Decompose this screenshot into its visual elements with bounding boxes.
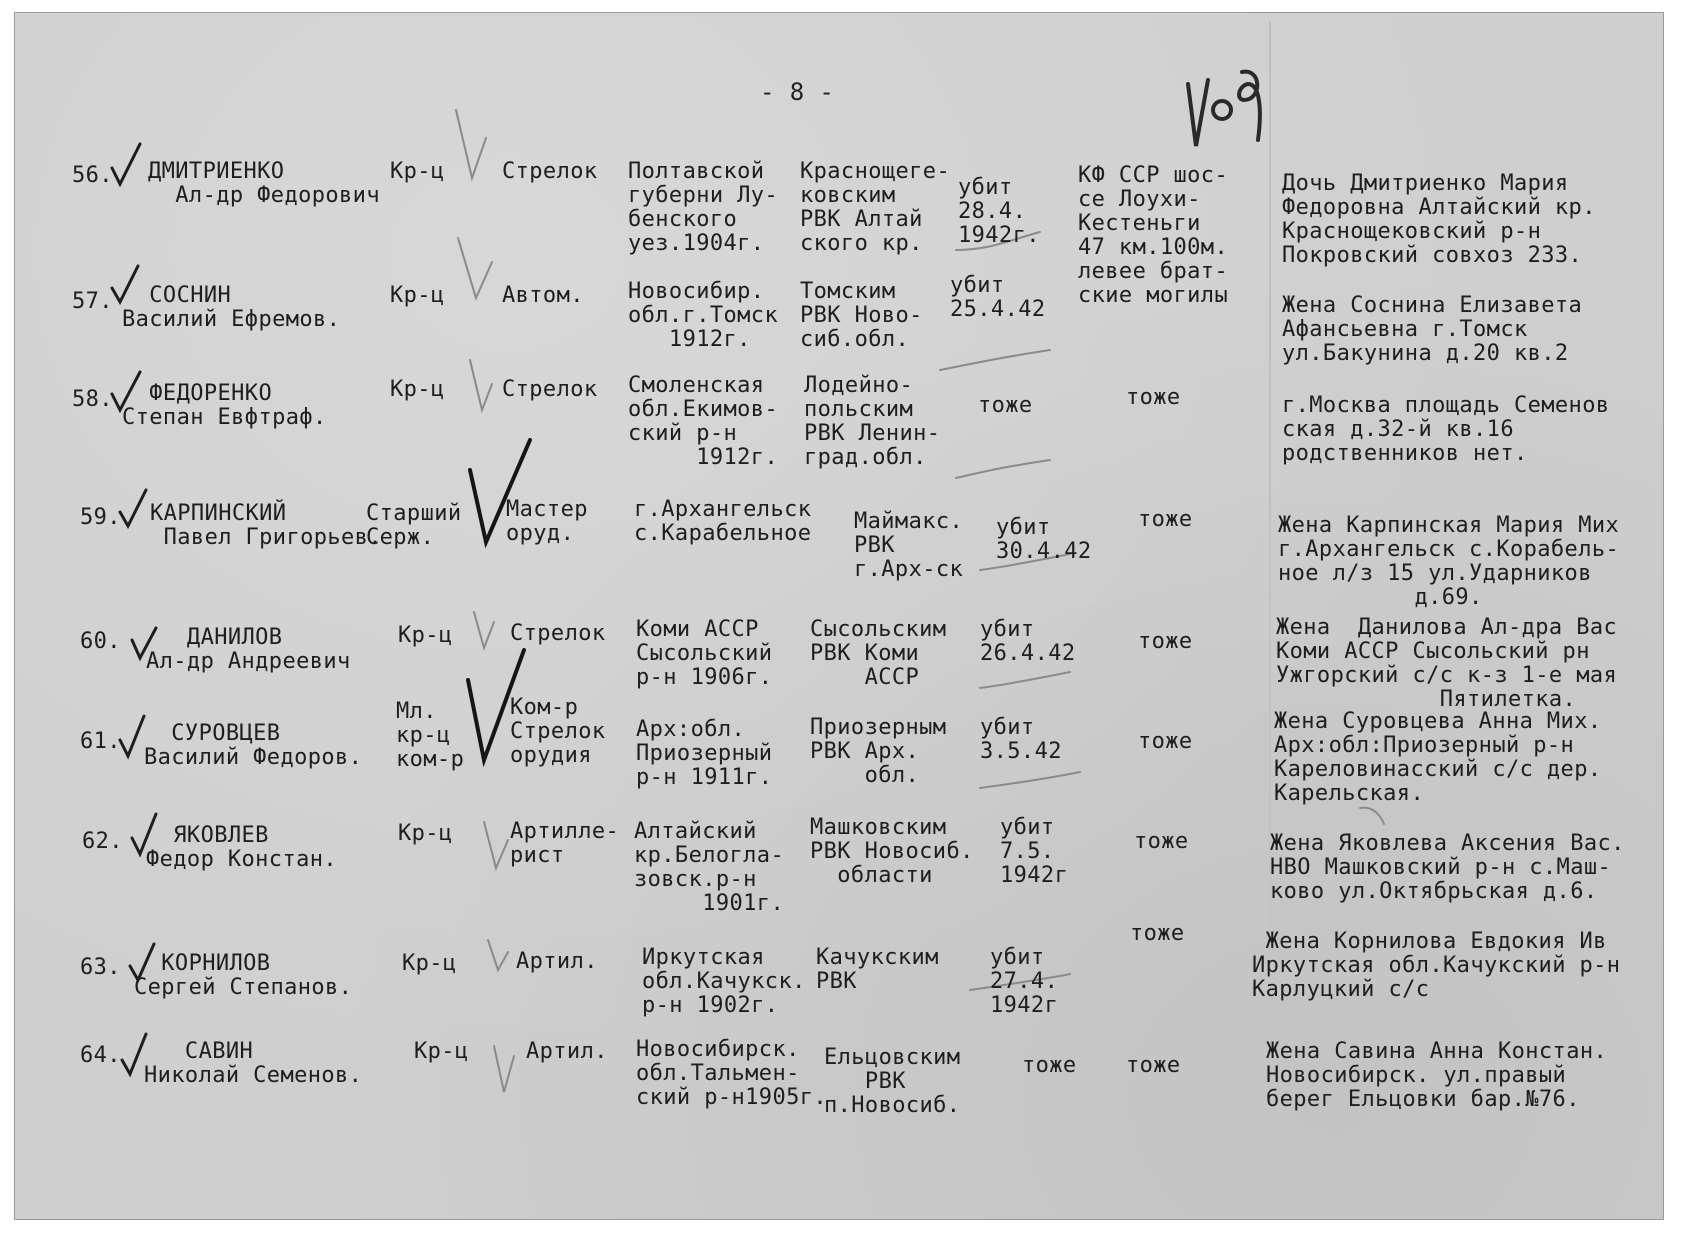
soldier-name: ФЕДОРЕНКО Степан Евфтраф. bbox=[122, 381, 327, 430]
row-number: 59. bbox=[80, 505, 121, 530]
death-info: убит 25.4.42 bbox=[950, 273, 1046, 322]
row-number: 57. bbox=[72, 289, 113, 314]
death-info: убит 26.4.42 bbox=[980, 617, 1076, 666]
burial-place: тоже bbox=[1138, 629, 1193, 654]
soldier-position: Артил. bbox=[526, 1039, 608, 1064]
soldier-rank: Кр-ц bbox=[390, 159, 445, 184]
soldier-rank: Старший Серж. bbox=[366, 501, 462, 550]
soldier-position: Стрелок bbox=[502, 377, 598, 402]
birth-place: Арх:обл. Приозерный р-н 1911г. bbox=[636, 717, 773, 790]
burial-place: тоже bbox=[1134, 829, 1189, 854]
soldier-rank: Кр-ц bbox=[398, 821, 453, 846]
death-info: тоже bbox=[1022, 1053, 1077, 1078]
soldier-rank: Кр-ц bbox=[390, 377, 445, 402]
soldier-name: САВИН Николай Семенов. bbox=[144, 1039, 363, 1088]
draft-office: Машковским РВК Новосиб. области bbox=[810, 815, 974, 888]
draft-office: Ельцовским РВК п.Новосиб. bbox=[824, 1045, 961, 1118]
draft-office: Лодейно- польским РВК Ленин- град.обл. bbox=[804, 373, 941, 470]
row-number: 58. bbox=[72, 387, 113, 412]
birth-place: г.Архангельск с.Карабельное bbox=[634, 497, 812, 546]
relatives-info: Жена Суровцева Анна Мих. Арх:обл:Приозерный р-н Кареловинасский с/с дер. Карельская. bbox=[1274, 709, 1602, 806]
birth-place: Новосибирск. обл.Тальмен- ский р-н1905г. bbox=[636, 1037, 828, 1110]
row-number: 56. bbox=[72, 163, 113, 188]
draft-office: Сысольским РВК Коми АССР bbox=[810, 617, 947, 690]
soldier-position: Артил. bbox=[516, 949, 598, 974]
burial-place: тоже bbox=[1138, 729, 1193, 754]
soldier-rank: Кр-ц bbox=[398, 623, 453, 648]
birth-place: Смоленская обл.Екимов- ский р-н 1912г. bbox=[628, 373, 779, 470]
draft-office: Качукским РВК bbox=[816, 945, 939, 994]
soldier-position: Ком-р Стрелок орудия bbox=[510, 695, 606, 768]
burial-place: тоже bbox=[1126, 385, 1181, 410]
soldier-name: ДМИТРИЕНКО Ал-др Федорович bbox=[148, 159, 380, 208]
death-info: убит 30.4.42 bbox=[996, 515, 1092, 564]
row-number: 62. bbox=[82, 829, 123, 854]
burial-place: тоже bbox=[1138, 507, 1193, 532]
row-number: 61. bbox=[80, 729, 121, 754]
death-info: убит 3.5.42 bbox=[980, 715, 1062, 764]
soldier-rank: Кр-ц bbox=[414, 1039, 469, 1064]
relatives-info: Жена Савина Анна Констан. Новосибирск. ул.правый берег Ельцовки бар.№76. bbox=[1266, 1039, 1608, 1112]
burial-place: тоже bbox=[1126, 1053, 1181, 1078]
death-info: убит 27.4. 1942г bbox=[990, 945, 1059, 1018]
relatives-info: Жена Данилова Ал-дра Вас Коми АССР Сысольский рн Ужгорский с/с к-з 1-е мая Пятилетка. bbox=[1276, 615, 1618, 712]
birth-place: Алтайский кр.Белогла- зовск.р-н 1901г. bbox=[634, 819, 785, 916]
draft-office: Маймакс. РВК г.Арх-ск bbox=[854, 509, 964, 582]
soldier-position: Мастер оруд. bbox=[506, 497, 588, 546]
relatives-info: Жена Карпинская Мария Мих г.Архангельск с.Корабель- ное л/з 15 ул.Ударников д.69. bbox=[1278, 513, 1620, 610]
soldier-name: ДАНИЛОВ Ал-др Андреевич bbox=[146, 625, 351, 674]
soldier-name: КОРНИЛОВ Сергей Степанов. bbox=[134, 951, 353, 1000]
paper-fold bbox=[1269, 22, 1271, 1202]
row-number: 64. bbox=[80, 1043, 121, 1068]
soldier-position: Автом. bbox=[502, 283, 584, 308]
death-info: убит 7.5. 1942г bbox=[1000, 815, 1069, 888]
death-info: убит 28.4. 1942г. bbox=[958, 175, 1040, 248]
soldier-name: СОСНИН Василий Ефремов. bbox=[122, 283, 341, 332]
row-number: 63. bbox=[80, 955, 121, 980]
relatives-info: Жена Яковлева Аксения Вас. НВО Машковский р-н с.Маш- ково ул.Октябрьская д.6. bbox=[1270, 831, 1625, 904]
relatives-info: Дочь Дмитриенко Мария Федоровна Алтайский кр. Краснощековский р-н Покровский совхоз 233. bbox=[1282, 171, 1596, 268]
soldier-name: КАРПИНСКИЙ Павел Григорьев. bbox=[150, 501, 382, 550]
birth-place: Иркутская обл.Качукск. р-н 1902г. bbox=[642, 945, 806, 1018]
birth-place: Новосибир. обл.г.Томск 1912г. bbox=[628, 279, 779, 352]
burial-place: КФ ССР шос- се Лоухи- Кестеньги 47 км.100м. левее брат- ские могилы bbox=[1078, 163, 1229, 308]
birth-place: Коми АССР Сысольский р-н 1906г. bbox=[636, 617, 773, 690]
draft-office: Краснощеге- ковским РВК Алтай ского кр. bbox=[800, 159, 951, 256]
row-number: 60. bbox=[80, 629, 121, 654]
draft-office: Приозерным РВК Арх. обл. bbox=[810, 715, 947, 788]
soldier-position: Артилле- рист bbox=[510, 819, 620, 868]
page-number: - 8 - bbox=[760, 78, 835, 106]
soldier-name: СУРОВЦЕВ Василий Федоров. bbox=[144, 721, 363, 770]
soldier-position: Стрелок bbox=[510, 621, 606, 646]
soldier-rank: Кр-ц bbox=[390, 283, 445, 308]
relatives-info: Жена Соснина Елизавета Афансьевна г.Томск ул.Бакунина д.20 кв.2 bbox=[1282, 293, 1583, 366]
soldier-rank: Мл. кр-ц ком-р bbox=[396, 699, 465, 772]
relatives-info: Жена Корнилова Евдокия Ив Иркутская обл.Качукский р-н Карлуцкий с/с bbox=[1252, 929, 1621, 1002]
soldier-position: Стрелок bbox=[502, 159, 598, 184]
relatives-info: г.Москва площадь Семенов ская д.32-й кв.16 родственников нет. bbox=[1282, 393, 1610, 466]
death-info: тоже bbox=[978, 393, 1033, 418]
birth-place: Полтавской губерни Лу- бенского уез.1904г. bbox=[628, 159, 779, 256]
soldier-rank: Кр-ц bbox=[402, 951, 457, 976]
soldier-name: ЯКОВЛЕВ Федор Констан. bbox=[146, 823, 338, 872]
burial-place: тоже bbox=[1130, 921, 1185, 946]
draft-office: Томским РВК Ново- сиб.обл. bbox=[800, 279, 923, 352]
